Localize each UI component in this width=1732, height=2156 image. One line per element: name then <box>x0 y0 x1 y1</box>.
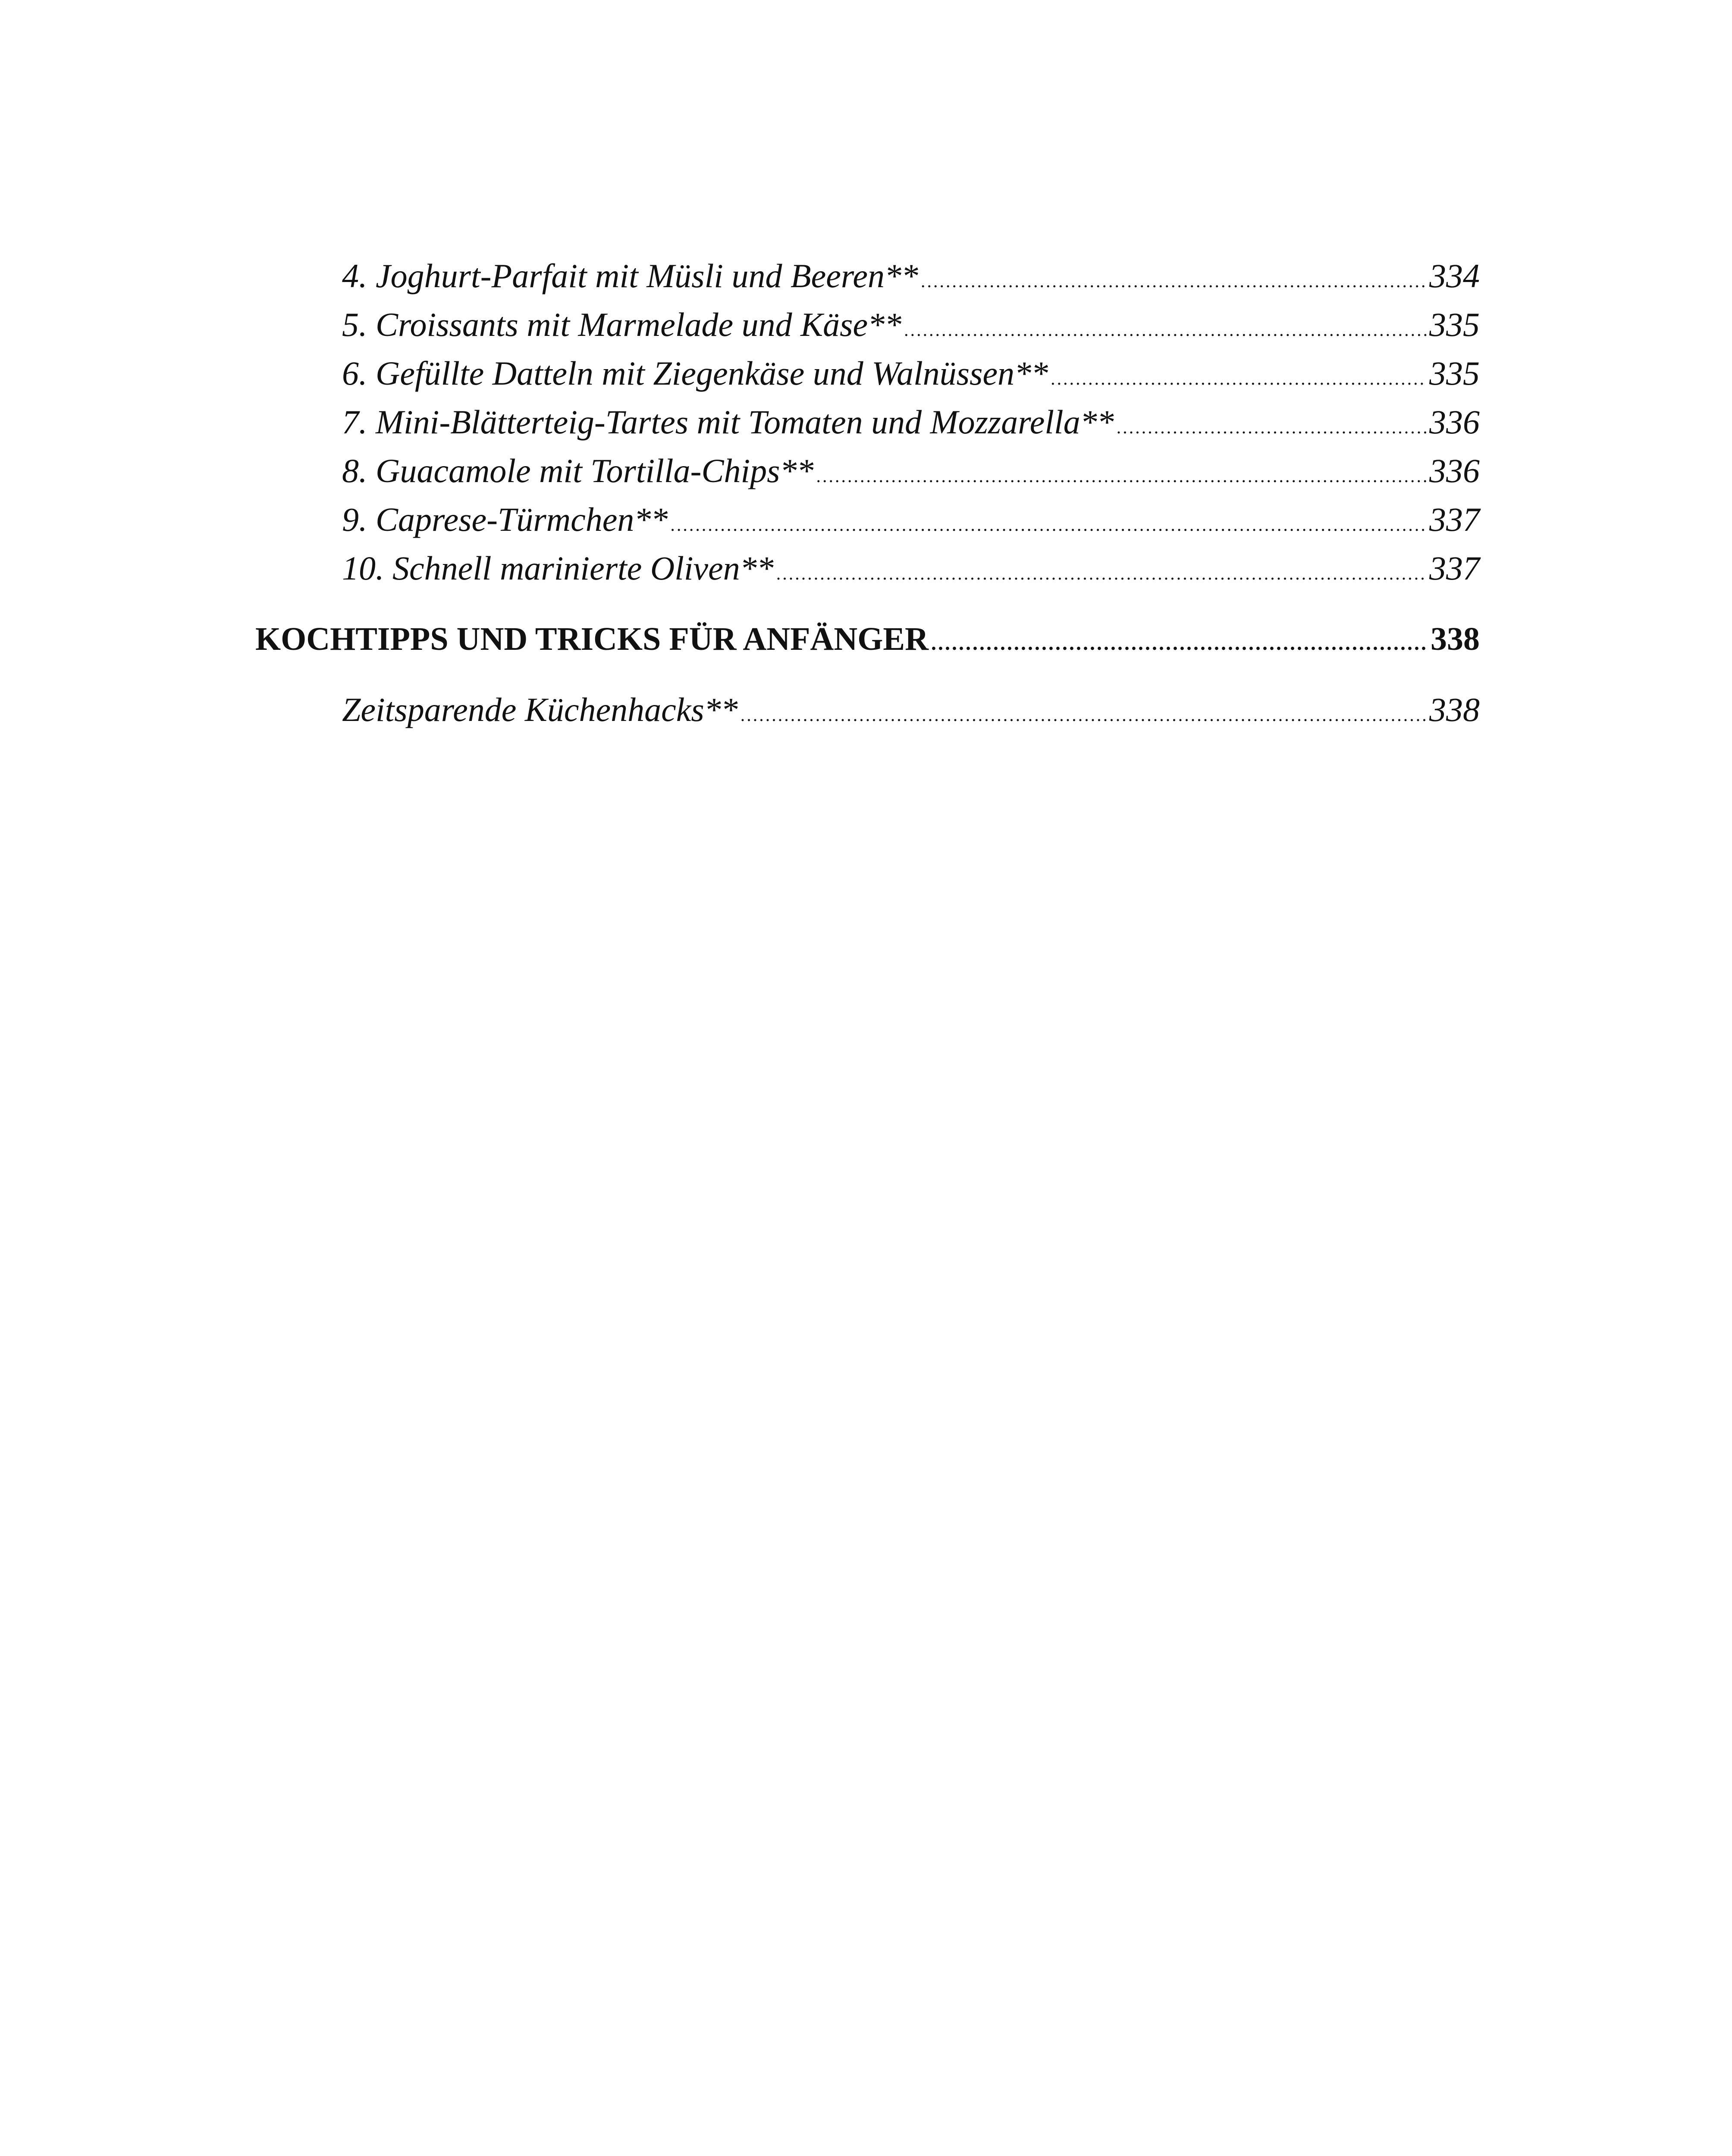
toc-entry-title: 5. Croissants mit Marmelade und Käse** <box>342 306 902 343</box>
toc-entry-title: 4. Joghurt-Parfait mit Müsli und Beeren** <box>342 257 918 295</box>
toc-entry-page: 337 <box>1429 549 1480 587</box>
toc-entry[interactable] <box>342 548 1480 595</box>
dot-leader <box>904 310 1427 351</box>
dot-leader <box>1117 407 1427 448</box>
toc-entry-page: 334 <box>1429 257 1480 295</box>
toc-entry[interactable] <box>342 401 1480 448</box>
toc-entry[interactable] <box>342 353 1480 400</box>
toc-entry-title: 6. Gefüllte Datteln mit Ziegenkäse und Walnüssen** <box>342 354 1048 392</box>
toc-entry-title: 7. Mini-Blätterteig-Tartes mit Tomaten und Mozzarella** <box>342 403 1114 441</box>
toc-entry[interactable] <box>342 689 1480 736</box>
toc-chapter-title: KOCHTIPPS UND TRICKS FÜR ANFÄNGER <box>255 621 929 657</box>
toc-entry-page: 338 <box>1429 691 1480 728</box>
dot-leader <box>670 505 1427 546</box>
toc-entry-title: 10. Schnell marinierte Oliven** <box>342 549 774 587</box>
dot-leader <box>776 553 1427 595</box>
dot-leader <box>740 695 1427 736</box>
toc-entry[interactable] <box>342 450 1480 497</box>
toc-chapter-entry[interactable] <box>255 618 1480 664</box>
toc-entry-title: 9. Caprese-Türmchen** <box>342 501 668 538</box>
toc-entry-title: Zeitsparende Küchenhacks** <box>342 691 738 728</box>
toc-entry[interactable] <box>342 255 1480 302</box>
toc-entry-title: 8. Guacamole mit Tortilla-Chips** <box>342 452 814 489</box>
toc-entry-page: 336 <box>1429 403 1480 441</box>
dot-leader <box>931 623 1428 664</box>
toc-entry-page: 337 <box>1429 501 1480 538</box>
dot-leader <box>921 261 1427 302</box>
toc-entry-page: 335 <box>1429 354 1480 392</box>
toc-entry[interactable] <box>342 499 1480 546</box>
toc-chapter-page: 338 <box>1431 621 1480 657</box>
dot-leader <box>816 456 1427 497</box>
dot-leader <box>1051 358 1427 400</box>
toc-entry[interactable] <box>342 304 1480 351</box>
toc-entry-page: 336 <box>1429 452 1480 489</box>
toc-entry-page: 335 <box>1429 306 1480 343</box>
